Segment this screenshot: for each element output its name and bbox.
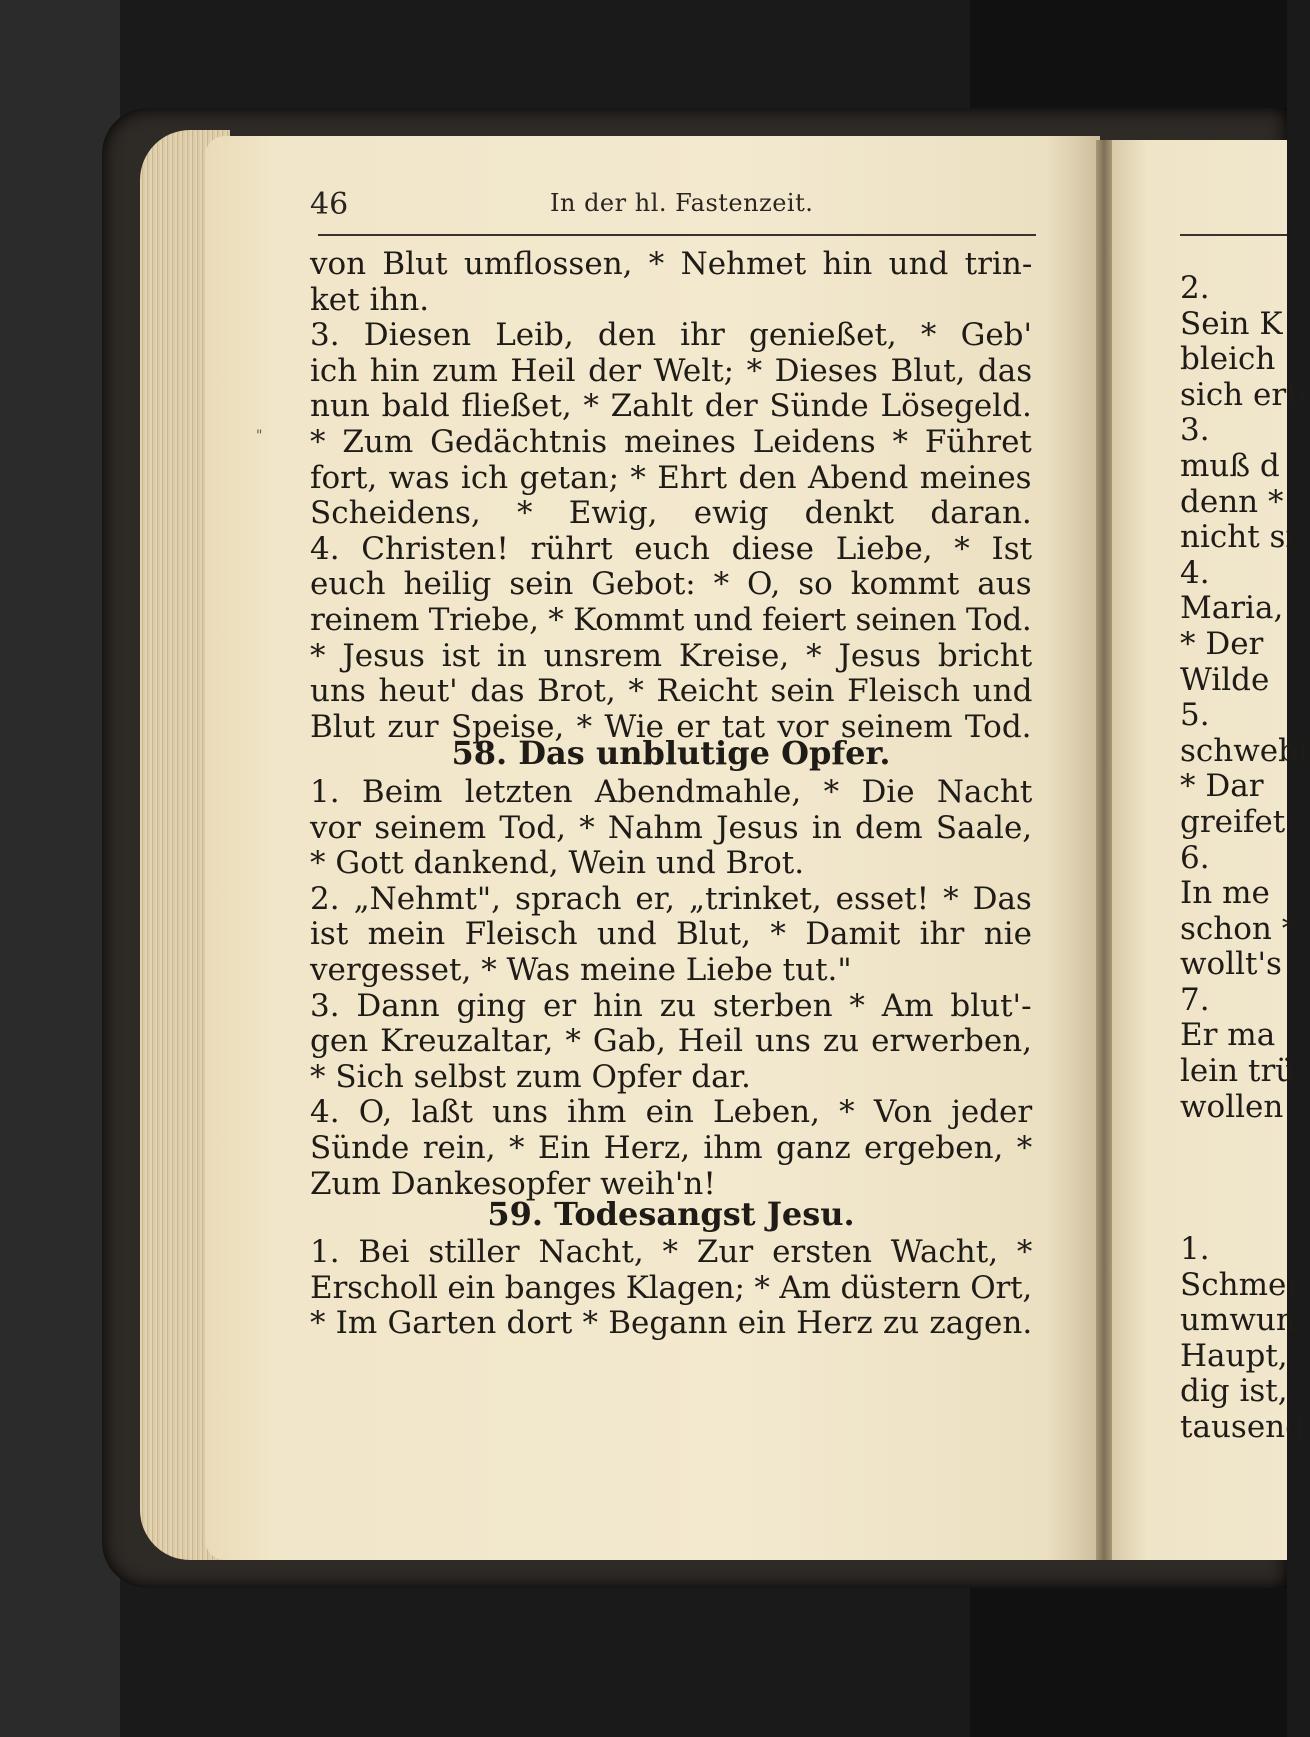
text-line: * Zum Gedächtnis meines Leidens * Führet <box>310 423 1032 460</box>
text-line: nun bald fließet, * Zahlt der Sünde Lösegeld. <box>310 388 1032 425</box>
text-line: Zum Dankesopfer weih'n! <box>310 1165 716 1202</box>
text-line: von Blut umflossen, * Nehmet hin und trin- <box>310 246 1033 282</box>
text-line: dig ist, <box>1180 1373 1288 1410</box>
text-line: In me <box>1180 875 1270 912</box>
text-line: Haupt, <box>1180 1337 1288 1374</box>
text-line: Scheidens, * Ewig, ewig denkt daran. <box>310 495 1032 532</box>
text-line: lein trü <box>1180 1053 1296 1090</box>
text-line: ich hin zum Heil der Welt; * Dieses Blut, das <box>310 352 1033 389</box>
text-line: wollt's <box>1180 946 1282 983</box>
text-line: wollen <box>1180 1088 1284 1125</box>
text-line: greifet <box>1180 803 1286 840</box>
text-line: euch heilig sein Gebot: * O, so kommt aus <box>310 566 1032 603</box>
header-rule-right-page <box>1180 234 1287 236</box>
text-line: denn * <box>1180 483 1284 520</box>
header-rule <box>318 234 1036 236</box>
text-line: * Gott dankend, Wein und Brot. <box>310 845 805 882</box>
text-line: tausend <box>1180 1409 1305 1445</box>
text-line: 3. Diesen Leib, den ihr genießet, * Geb' <box>310 317 1033 354</box>
text-line: 3. Dann ging er hin zu sterben * Am blut'- <box>310 987 1032 1024</box>
text-line: schon * <box>1180 910 1298 947</box>
text-line: Schmer <box>1180 1266 1302 1303</box>
text-line: 1. Beim letzten Abendmahle, * Die Nacht <box>310 774 1033 810</box>
text-line: sich erb <box>1180 376 1307 413</box>
text-line: 4. Christen! rührt euch diese Liebe, * Ist <box>310 530 1033 567</box>
text-line: * Sich selbst zum Opfer dar. <box>310 1058 751 1095</box>
text-line: vergesset, * Was meine Liebe tut." <box>310 951 852 988</box>
text-line: reinem Triebe, * Kommt und feiert seinen Tod. <box>310 601 1032 638</box>
book-gutter <box>1096 140 1112 1560</box>
hymn-59-text <box>310 1235 1032 1342</box>
text-line: Blut zur Speise, * Wie er tat vor seinem Tod. <box>310 708 1032 745</box>
text-line: umwun <box>1180 1302 1296 1339</box>
text-line: * Dar <box>1180 768 1264 805</box>
text-line: Wilde <box>1180 661 1270 698</box>
page-header <box>310 187 1035 227</box>
text-line: vor seinem Tod, * Nahm Jesus in dem Saale, <box>310 809 1033 846</box>
text-line: gen Kreuzaltar, * Gab, Heil uns zu erwerben, <box>310 1023 1033 1060</box>
text-line: 6. <box>1180 839 1210 876</box>
hymn-58-heading: 58. Das unblutige Opfer. <box>451 734 891 772</box>
text-line: * Der <box>1180 625 1264 662</box>
text-line: nicht si <box>1180 519 1296 556</box>
text-line: Sünde rein, * Ein Herz, ihm ganz ergeben, * <box>310 1129 1033 1166</box>
text-line: 2. <box>1180 270 1210 306</box>
text-line <box>1180 1196 1287 1232</box>
text-line: bleich <box>1180 341 1276 378</box>
text-line: 2. „Nehmt", sprach er, „trinket, esset! * Das <box>310 880 1032 917</box>
text-line: 1. Bei stiller Nacht, * Zur ersten Wacht, * <box>310 1234 1033 1270</box>
right-page-text-fragments <box>1180 270 1310 1446</box>
text-line: 4. O, laßt uns ihm ein Leben, * Von jeder <box>310 1094 1033 1131</box>
text-line: muß d <box>1180 447 1280 484</box>
text-line: * Im Garten dort * Begann ein Herz zu zagen. <box>310 1305 1033 1342</box>
text-line <box>1180 1125 1287 1161</box>
text-line: 3. <box>1180 412 1210 449</box>
text-line: Er ma <box>1180 1017 1276 1054</box>
hymn-59-heading: 59. Todesangst Jesu. <box>487 1195 855 1233</box>
text-line: Maria, <box>1180 590 1284 627</box>
text-line: 7. <box>1180 981 1210 1018</box>
running-head: In der hl. Fastenzeit. <box>550 189 814 217</box>
text-line: 5. <box>1180 697 1210 734</box>
text-line: * Jesus ist in unsrem Kreise, * Jesus bricht <box>310 637 1033 674</box>
text-line: uns heut' das Brot, * Reicht sein Fleisch und <box>310 673 1033 710</box>
text-line: Erscholl ein banges Klagen; * Am düstern Ort, <box>310 1269 1033 1306</box>
text-line: fort, was ich getan; * Ehrt den Abend meines <box>310 459 1032 496</box>
text-line: ket ihn. <box>310 281 430 318</box>
text-line: Sein K <box>1180 305 1283 342</box>
text-line <box>1180 1161 1287 1197</box>
hymn-58-text <box>310 775 1032 1202</box>
margin-mark: " <box>256 428 263 444</box>
page-number: 46 <box>310 187 349 222</box>
text-line: ist mein Fleisch und Blut, * Damit ihr nie <box>310 916 1032 953</box>
text-line: 1. <box>1180 1231 1210 1268</box>
text-line: schwebt <box>1180 732 1310 769</box>
text-line: 4. <box>1180 554 1210 591</box>
hymn-57-continuation <box>310 247 1032 745</box>
